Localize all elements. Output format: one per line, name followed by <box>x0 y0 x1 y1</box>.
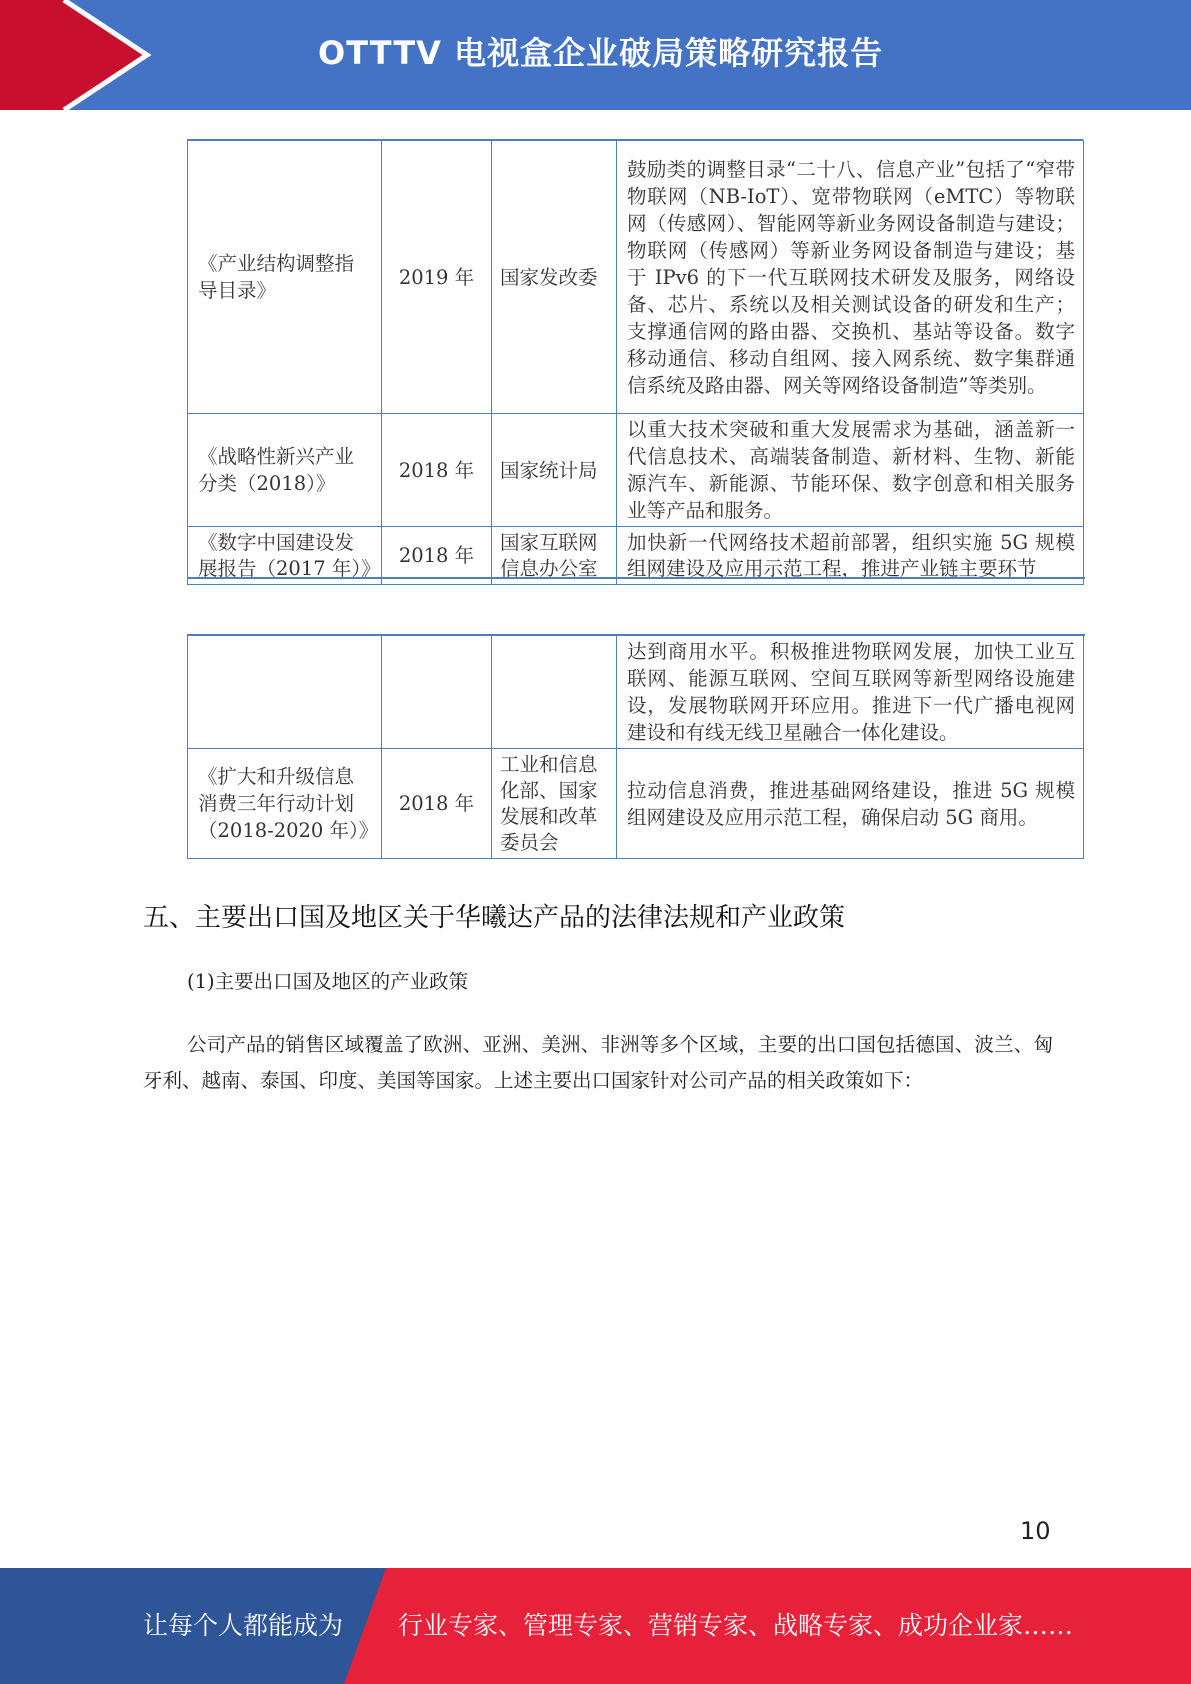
policy-table-part-2 <box>187 635 1084 859</box>
table-row <box>188 636 1084 749</box>
policy-org-cell: 国家统计局 <box>492 414 617 527</box>
policy-org-cell: 国家发改委 <box>492 141 617 414</box>
policy-year-cell <box>382 636 492 749</box>
sub-heading: (1)主要出口国及地区的产业政策 <box>187 970 469 993</box>
report-title: OTTTV 电视盒企业破局策略研究报告 <box>318 34 884 72</box>
policy-name-cell <box>188 636 382 749</box>
header-band <box>0 0 1191 110</box>
policy-desc-cell: 加快新一代网络技术超前部署，组织实施 5G 规模组网建设及应用示范工程，推进产业链主要环节 <box>617 527 1084 585</box>
policy-year-cell: 2018 年 <box>382 527 492 585</box>
footer-band <box>0 1568 1191 1684</box>
policy-org-cell: 国家互联网信息办公室 <box>492 527 617 585</box>
arrow-chevron-icon <box>0 0 160 110</box>
policy-desc-cell: 拉动信息消费，推进基础网络建设，推进 5G 规模组网建设及应用示范工程，确保启动 5G 商用。 <box>617 749 1084 859</box>
footer-slogan-left: 让每个人都能成为 <box>143 1611 344 1640</box>
policy-name-cell: 《数字中国建设发展报告（2017 年）》 <box>188 527 382 585</box>
table-cut-bottom-line <box>187 577 1085 579</box>
table-row <box>188 749 1084 859</box>
policy-table-part-1 <box>187 140 1084 585</box>
table-row <box>188 141 1084 414</box>
policy-name-cell: 《产业结构调整指导目录》 <box>188 141 382 414</box>
policy-desc-cell: 鼓励类的调整目录“二十八、信息产业”包括了“窄带物联网（NB-IoT）、宽带物联网（eMTC）等物联网（传感网）、智能网等新业务网设备制造与建设；物联网（传感网）等新业务网设备制造与建设；基于 IPv6 的下一代互联网技术研发及服务，网络设备、芯片、系统以及相关测试设备的研发和生产；支撑通信网的路由器、交换机、基站等设备。数字移动通信、移动自组网、接入网系统、数字集群通信系统及路由器、网关等网络设备制造”等类别。 <box>617 141 1084 414</box>
table-row <box>188 527 1084 585</box>
policy-desc-cell: 达到商用水平。积极推进物联网发展，加快工业互联网、能源互联网、空间互联网等新型网络设施建设，发展物联网开环应用。推进下一代广播电视网建设和有线无线卫星融合一体化建设。 <box>617 636 1084 749</box>
page-number: 10 <box>1020 1517 1051 1545</box>
policy-name-cell: 《战略性新兴产业分类（2018）》 <box>188 414 382 527</box>
policy-org-cell <box>492 636 617 749</box>
body-paragraph: 公司产品的销售区域覆盖了欧洲、亚洲、美洲、非洲等多个区域，主要的出口国包括德国、波兰、匈牙利、越南、泰国、印度、美国等国家。上述主要出口国家针对公司产品的相关政策如下： <box>143 1033 1053 1092</box>
section-heading: 五、主要出口国及地区关于华曦达产品的法律法规和产业政策 <box>143 903 846 933</box>
policy-year-cell: 2019 年 <box>382 141 492 414</box>
policy-desc-cell: 以重大技术突破和重大发展需求为基础，涵盖新一代信息技术、高端装备制造、新材料、生物、新能源汽车、新能源、节能环保、数字创意和相关服务业等产品和服务。 <box>617 414 1084 527</box>
policy-name-cell: 《扩大和升级信息消费三年行动计划（2018-2020 年）》 <box>188 749 382 859</box>
footer-slogan-right: 行业专家、管理专家、营销专家、战略专家、成功企业家…… <box>398 1611 1074 1640</box>
table-row <box>188 414 1084 527</box>
policy-org-cell: 工业和信息化部、国家发展和改革委员会 <box>492 749 617 859</box>
policy-year-cell: 2018 年 <box>382 414 492 527</box>
policy-year-cell: 2018 年 <box>382 749 492 859</box>
